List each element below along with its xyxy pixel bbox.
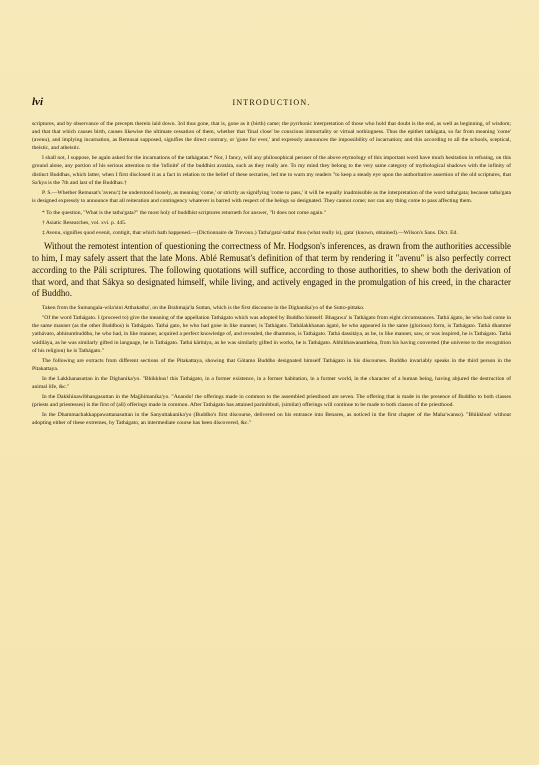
page-number: lvi bbox=[32, 96, 43, 108]
paragraph-source: Taken from the Sumangala-wila'sini Atthakatha', on the Brahmaja'la Suttan, which is the first discourse in the Dighanika'yo of the Sutto-pittako. bbox=[42, 305, 365, 312]
footnote-3: ‡ Avenu, signifies quod evenit, contigit, that which hath happened.—(Dictionnaire de Trevoux.) Tatha'gata'-tatha' thus (what really is), gata' (known, obtained).—Wilson's Sans. Dict. Ed. bbox=[42, 230, 458, 237]
page-header bbox=[32, 96, 511, 114]
paragraph-1: scriptures, and by observance of the precepts therein laid down. 3rd thus gone, that is, gone as it (birth) came; the pyrrhonic interpretation of those who hold that doubt is the end, as well as beginning, of wisdom; and that that which causes birth, causes likewise the ultimate cessation of them, whether that 'final close' be conscious immortality or virtual nothingness. Thus the epithet tathágata, so far from meaning 'come' (avenu), and implying incarnation, as Remusat supposed, signifies the direct contrary, or 'gone for ever,' and expressly announces the impossibility of incarnation; and this according to all the schools, sceptical, theistic, and atheistic. bbox=[32, 121, 511, 152]
running-title: INTRODUCTION. bbox=[232, 98, 311, 107]
paragraph-extracts: The following are extracts from different sections of the Pitakattaya, showing that Gótamo Buddho designated himself Tathágato in his discourses. Buddho invariably speaks in the third person in the Pitakattaya. bbox=[32, 357, 511, 372]
paragraph-main: Without the remotest intention of questioning the correctness of Mr. Hodgson's inferences, as drawn from the authorities accessible to him, I may safely assert that the late Mons. Ablé Remusat's definition of that term by rendering it "avenu" is also perfectly correct according to the Páli scriptures. The following quotations will suffice, according to those authorities, to shew both the derivation of that word, and that Sákya so designated himself, while living, and actively engaged in the promulgation of his creed, in the character of Buddho. bbox=[32, 241, 511, 299]
footnote-1: * To the question, "What is the tatha'gata?" the most holy of buddhist scriptures returneth for answer, "It does not come again." bbox=[42, 209, 327, 216]
paragraph-postscript: P. S.—Whether Remusat's 'avenu'‡ be understood loosely, as meaning 'come,' or strictly as signifying 'come to pass,' it will be equally inadmissible as the interpretation of the word tatha'gata; because tatha'gata is designed expressly to announce that all reiteration and contingency whatever is barred with respect of the beings so designated. They cannot come; nor can any thing come to pass affecting them. bbox=[32, 189, 511, 204]
paragraph-2: I shall not, I suppose, be again asked for the incarnations of the tathágatas.* Nor, I fancy, will any philosophical peruser of the above etymology of this important word have much hesitation in refusing, on this ground alone, any portion of his serious attention to the 'infinité' of the buddhist avatára, such as they really are. To my mind they belong to the very same category of mythological shadows with the infinity of distinct Buddhas, which latter, when I first disclosed it as a fact in relation to the belief of these sectaries, led me to warn my readers "to keep a steady eye upon the authoritative assertion of the old scriptures, that Sa'kya is the 7th and last of the Buddhas.† bbox=[32, 155, 511, 186]
paragraph-dakkhina: In the Dakkhinawibhangasuttan in the Majjhimanika'yo. "Anando! the offerings made in common to the assembled priesthood are seven. The offering that is made in the presence of Buddho to both classes (priests and priestesses) is the first of (all) offerings made in common. After Tathágato has attained parinibbuti, (similar) offerings will continue to be made to both classes of the priesthood. bbox=[32, 394, 511, 409]
paragraph-quotation: "Of the word Tathágato. I (proceed to) give the meaning of the appellation Tathágato which was adopted by Buddho himself. Bhagawa' is Tathágato from eight circumstances. Tathá ágato, he who had come in the same manner (as the other Buddhos) is Tathágato. Tathá gato, he who had gone in like manner, is Tathágato. Tathálakkhanan ágató, he who appeared in the same (glorious) form, is Tathágato. Tathá dhammé yathávato, abhisumbuddho, he who had, in like manner, acquired a perfect knowledge of, and revealed, the dhammos, is Tathágato. Tathá dassitáya, as he, in like manner, saw, or was inspired, he is Tathágato. Tathá wádiláya, as he was similarly gifted in language, he is Tathágato. Tathá káritáya, as he was similarly gifted in works, he is Tathágato. Abhibhawanatthéna, from his having converted (the universe to the recognition of his religion) he is Tathágato." bbox=[32, 315, 511, 354]
footnote-2: † Asiatic Researches, vol. xvi. p. 445. bbox=[42, 220, 127, 227]
paragraph-dhammachakka: In the Dhammachakkappawattanasuttan in the Sanyuttakanika'yo (Buddho's first discourse, delivered on his entrance into Benares, as noticed in the first chapter of the Maha'wanso). "Bhikkhus! without adopting either of these extremes, by Tathágato, an intermediate course has been discovered, &c." bbox=[32, 412, 511, 427]
paragraph-lakkhana: In the Lakkhanasuttan in the Dighanika'yo. "Bhikkhus! this Tathágato, in a former existence, in a former habitation, in a former world, in the character of a human being, having abjured the destruction of animal life, &c." bbox=[32, 375, 511, 391]
